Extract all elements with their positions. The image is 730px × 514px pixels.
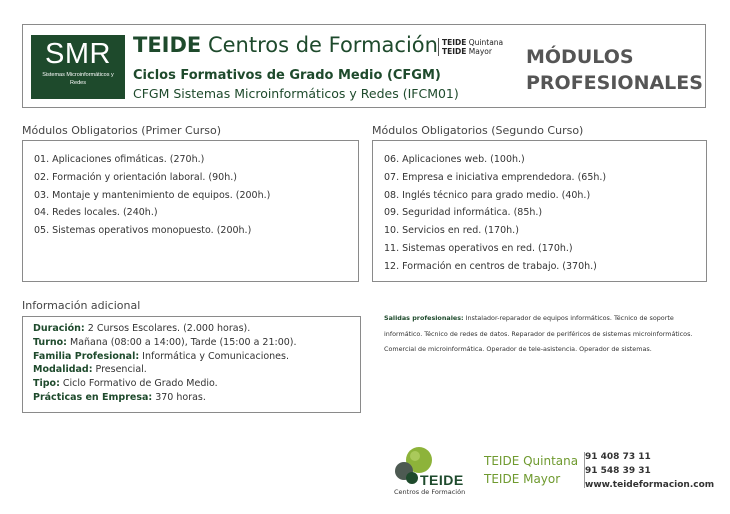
career-outlets-text: Instalador-reparador de equipos informáticos. Técnico de soporte informático. Técnico de redes de datos. Reparador de periféricos de sistemas microinformáticos. Comercial de microinformática. Operador de tele-asistencia. Operador de sistemas. xyxy=(384,314,693,353)
brand-title xyxy=(133,32,438,58)
cycle-subtitle: CFGM Sistemas Microinformáticos y Redes (IFCM01) xyxy=(133,86,459,101)
footer-center-name: TEIDE Mayor xyxy=(484,472,561,486)
list-item: 06. Aplicaciones web. (100h.) xyxy=(384,154,525,165)
info-line-type: Tipo: Ciclo Formativo de Grado Medio. xyxy=(33,378,218,390)
list-item: 03. Montaje y mantenimiento de equipos. (200h.) xyxy=(34,189,271,201)
info-line-family: Familia Profesional: Informática y Comunicaciones. xyxy=(33,350,289,362)
teide-logo-word: TEIDE xyxy=(420,472,464,488)
list-item: 07. Empresa e iniciativa emprendedora. (65h.) xyxy=(384,171,607,183)
cycle-title: Ciclos Formativos de Grado Medio (CFGM) xyxy=(133,68,441,83)
center-item: TEIDE Quintana xyxy=(442,38,504,47)
website-link[interactable]: www.teideformacion.com xyxy=(585,480,715,490)
info-line-internship: Prácticas en Empresa: 370 horas. xyxy=(33,391,206,403)
second-course-title: Módulos Obligatorios (Segundo Curso) xyxy=(372,124,584,137)
first-course-title: Módulos Obligatorios (Primer Curso) xyxy=(22,124,221,137)
section-label xyxy=(526,44,703,96)
additional-info-title: Información adicional xyxy=(22,299,141,312)
footer-center-name: TEIDE Quintana xyxy=(484,454,579,468)
list-item: 05. Sistemas operativos monopuesto. (200h.) xyxy=(34,225,252,237)
list-item: 02. Formación y orientación laboral. (90h.) xyxy=(34,171,237,183)
footer-center-names xyxy=(484,452,585,488)
second-course-list xyxy=(384,151,706,276)
centers-list xyxy=(438,38,503,56)
first-course-list xyxy=(34,151,358,240)
smr-logo-subtitle: Sistemas Microinformáticos y Redes xyxy=(42,72,114,86)
section-label-line1: MÓDULOS xyxy=(526,46,634,68)
list-item: 04. Redes locales. (240h.) xyxy=(34,207,158,219)
list-item: 10. Servicios en red. (170h.) xyxy=(384,225,519,237)
info-line-modality: Modalidad: Presencial. xyxy=(33,364,147,376)
second-course-box xyxy=(372,140,707,282)
footer-contact xyxy=(585,450,714,492)
section-label-line2: PROFESIONALES xyxy=(526,72,703,94)
first-course-box xyxy=(22,140,359,282)
brand-rest: Centros de Formación xyxy=(201,33,438,57)
list-item: 12. Formación en centros de trabajo. (370h.) xyxy=(384,260,597,272)
career-outlets-label: Salidas profesionales: xyxy=(384,314,464,322)
smr-logo xyxy=(31,35,125,99)
list-item: 11. Sistemas operativos en red. (170h.) xyxy=(384,242,573,254)
list-item: 01. Aplicaciones ofimáticas. (270h.) xyxy=(34,154,205,165)
additional-info-box xyxy=(22,316,361,413)
phone-number: 91 548 39 31 xyxy=(585,466,651,476)
list-item: 09. Seguridad informática. (85h.) xyxy=(384,207,543,219)
career-outlets xyxy=(384,311,706,358)
brand-bold: TEIDE xyxy=(133,33,202,57)
info-line-duration: Duración: 2 Cursos Escolares. (2.000 horas). xyxy=(33,323,251,334)
list-item: 08. Inglés técnico para grado medio. (40h.) xyxy=(384,189,591,201)
info-line-shift: Turno: Mañana (08:00 a 14:00), Tarde (15:00 a 21:00). xyxy=(33,336,297,348)
center-item: TEIDE Mayor xyxy=(442,47,492,56)
smr-logo-text: SMR xyxy=(45,38,111,70)
teide-logo-caption: Centros de Formación xyxy=(394,488,466,496)
phone-number: 91 408 73 11 xyxy=(585,452,651,462)
